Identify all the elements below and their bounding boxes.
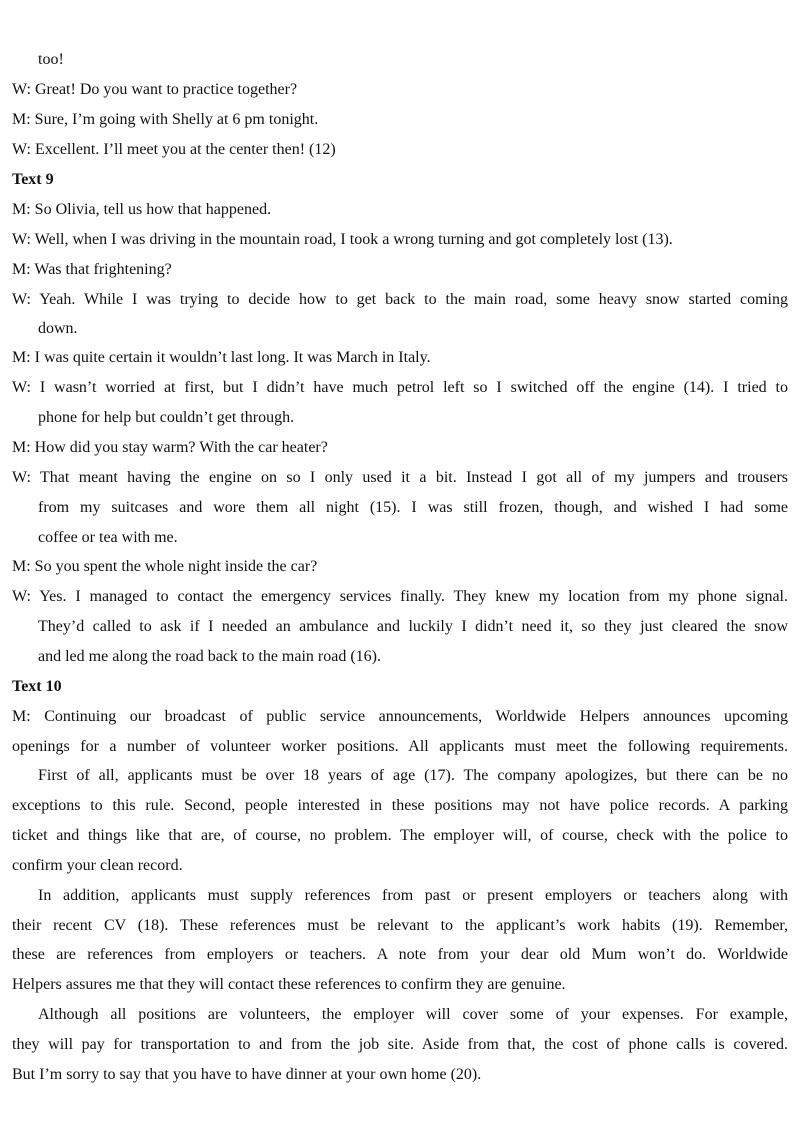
text-line: down. bbox=[38, 320, 78, 337]
text-line: confirm your clean record. bbox=[12, 857, 183, 874]
text-line: Although all positions are volunteers, the employer will cover some of your expenses. For example, bbox=[38, 1006, 788, 1023]
text-line: W: Great! Do you want to practice together? bbox=[12, 81, 298, 98]
text-line: M: Sure, I’m going with Shelly at 6 pm tonight. bbox=[12, 111, 319, 128]
text-line: W: I wasn’t worried at first, but I didn’t have much petrol left so I switched off the engine (14). I tried to bbox=[12, 379, 788, 396]
text-line: W: Yeah. While I was trying to decide how to get back to the main road, some heavy snow started coming bbox=[12, 291, 788, 308]
text-line: In addition, applicants must supply references from past or present employers or teachers along with bbox=[38, 887, 788, 904]
text-line: ticket and things like that are, of course, no problem. The employer will, of course, check with the police to bbox=[12, 827, 788, 844]
text-line: W: That meant having the engine on so I only used it a bit. Instead I got all of my jumpers and trousers bbox=[12, 469, 788, 486]
text-line: First of all, applicants must be over 18 years of age (17). The company apologizes, but there can be no bbox=[38, 767, 788, 784]
text-line: and led me along the road back to the main road (16). bbox=[38, 648, 381, 665]
section-heading-text-10: Text 10 bbox=[12, 678, 62, 695]
text-line: exceptions to this rule. Second, people interested in these positions may not have police records. A parking bbox=[12, 797, 788, 814]
text-line: Helpers assures me that they will contact these references to confirm they are genuine. bbox=[12, 976, 566, 993]
text-line: W: Excellent. I’ll meet you at the center then! (12) bbox=[12, 141, 336, 158]
text-line: They’d called to ask if I needed an ambulance and luckily I didn’t need it, so they just cleared the snow bbox=[38, 618, 788, 635]
text-line: these are references from employers or teachers. A note from your dear old Mum won’t do. Worldwide bbox=[12, 946, 788, 963]
text-line: M: Was that frightening? bbox=[12, 261, 172, 278]
text-line: M: Continuing our broadcast of public service announcements, Worldwide Helpers announces upcoming bbox=[12, 708, 788, 725]
text-line: from my suitcases and wore them all night (15). I was still frozen, though, and wished I had some bbox=[38, 499, 788, 516]
text-line: M: So you spent the whole night inside the car? bbox=[12, 558, 318, 575]
text-line: their recent CV (18). These references must be relevant to the applicant’s work habits (19). Remember, bbox=[12, 917, 788, 934]
text-line: phone for help but couldn’t get through. bbox=[38, 409, 295, 426]
text-line: But I’m sorry to say that you have to have dinner at your own home (20). bbox=[12, 1066, 482, 1083]
text-line: M: So Olivia, tell us how that happened. bbox=[12, 201, 272, 218]
text-line: M: How did you stay warm? With the car heater? bbox=[12, 439, 328, 456]
text-line: coffee or tea with me. bbox=[38, 529, 178, 546]
text-line: openings for a number of volunteer worker positions. All applicants must meet the following requirements. bbox=[12, 738, 788, 755]
section-heading-text-9: Text 9 bbox=[12, 171, 54, 188]
text-line: W: Well, when I was driving in the mountain road, I took a wrong turning and got completely lost (13). bbox=[12, 231, 673, 248]
text-line: M: I was quite certain it wouldn’t last long. It was March in Italy. bbox=[12, 349, 431, 366]
text-line: they will pay for transportation to and from the job site. Aside from that, the cost of phone calls is covered. bbox=[12, 1036, 788, 1053]
text-line: too! bbox=[38, 51, 64, 68]
text-line: W: Yes. I managed to contact the emergency services finally. They knew my location from my phone signal. bbox=[12, 588, 788, 605]
